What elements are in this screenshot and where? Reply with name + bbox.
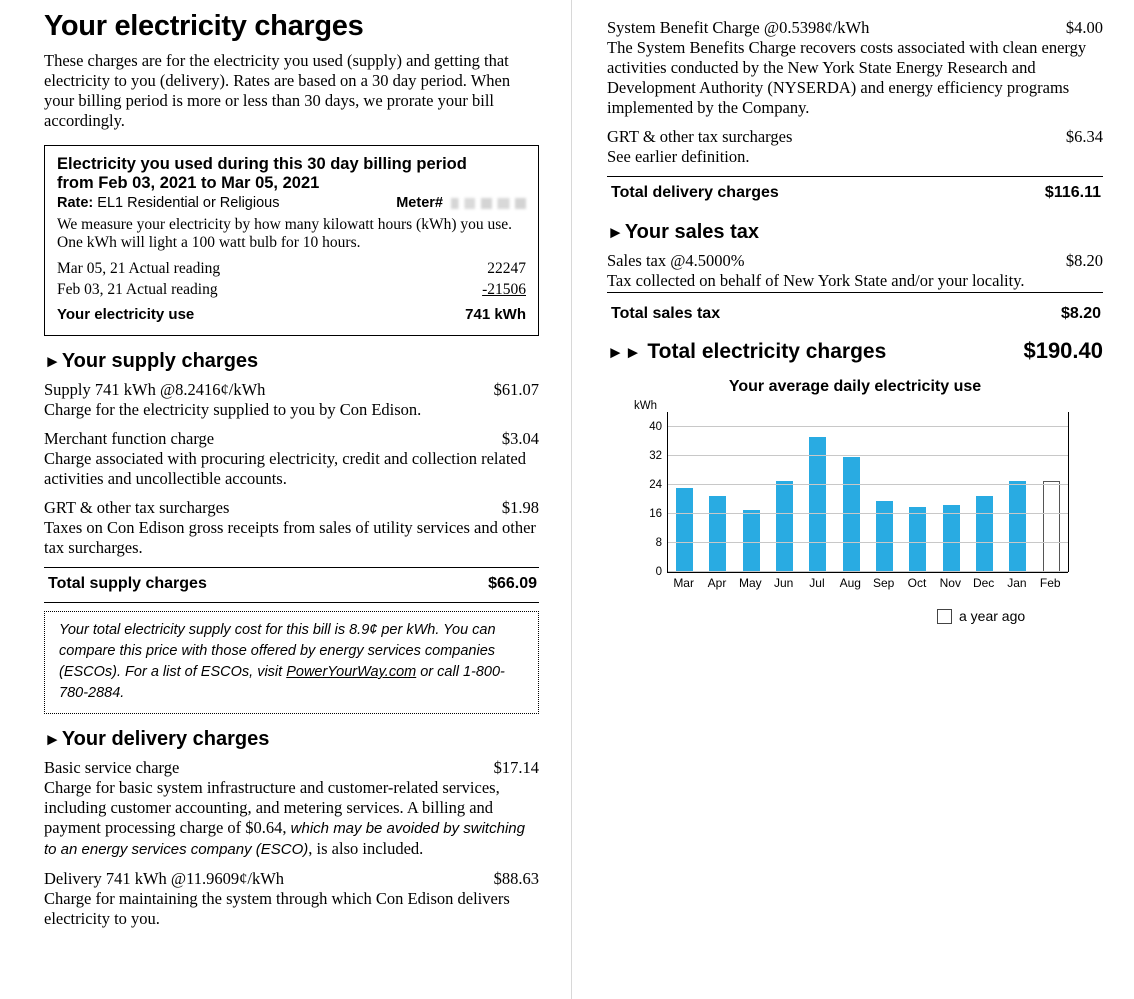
total-delivery-charges xyxy=(607,181,1103,207)
measure-explanation: We measure your electricity by how many kilowatt hours (kWh) you use. One kWh will light a 100 watt bulb for 10 hours. xyxy=(57,216,513,251)
reading-value: -21506 xyxy=(482,281,526,298)
charge-amount: $4.00 xyxy=(1065,18,1103,37)
legend-label: a year ago xyxy=(959,608,1026,624)
chart-y-tick: 40 xyxy=(649,420,662,433)
chart-x-tick: Feb xyxy=(1039,576,1061,590)
chart-bar-slot xyxy=(835,412,868,572)
charge-amount: $1.98 xyxy=(501,498,539,517)
charge-amount: $8.20 xyxy=(1065,251,1103,270)
chart-bar-slot xyxy=(968,412,1001,572)
sales-tax-heading xyxy=(607,221,1103,244)
charge-line xyxy=(607,18,1103,38)
chart-bar-slot xyxy=(935,412,968,572)
double-triangle-right-icon: ► ► xyxy=(607,343,640,362)
charge-amount: $17.14 xyxy=(493,758,539,777)
daily-usage-chart xyxy=(607,378,1103,624)
chart-y-tick: 32 xyxy=(649,449,662,462)
chart-right-axis xyxy=(1068,412,1069,572)
chart-y-tick: 16 xyxy=(649,507,662,520)
total-electricity-amount: $190.40 xyxy=(1023,338,1103,363)
rate-value: EL1 Residential or Religious xyxy=(97,195,280,211)
chart-legend xyxy=(937,608,1103,624)
charge-amount: $61.07 xyxy=(493,380,539,399)
charge-line xyxy=(44,869,539,889)
electricity-use-label: Your electricity use xyxy=(57,306,195,323)
charge-line xyxy=(44,758,539,778)
chart-gridline xyxy=(649,449,1068,462)
meter-info xyxy=(396,195,526,211)
total-sales-tax xyxy=(607,302,1103,328)
chart-x-tick: Apr xyxy=(707,576,727,590)
triangle-right-icon: ► xyxy=(44,729,61,749)
chart-bar xyxy=(676,488,693,572)
charge-line xyxy=(44,498,539,518)
chart-x-tick: Oct xyxy=(907,576,927,590)
charge-line xyxy=(607,251,1103,271)
intro-paragraph: These charges are for the electricity you used (supply) and getting that electricity to you (delivery). Rates are based on a 30 day period. When your billing period is more or less than 30 days, we prorate your bill accordingly. xyxy=(44,51,511,130)
chart-bar xyxy=(776,481,793,572)
chart-bar-slot xyxy=(801,412,834,572)
poweryourway-link[interactable]: PowerYourWay.com xyxy=(286,664,417,680)
charge-description: See earlier definition. xyxy=(607,147,750,166)
charge-description: Taxes on Con Edison gross receipts from sales of utility services and other tax surcharges. xyxy=(44,518,536,557)
charge-item xyxy=(607,18,1103,118)
electricity-use-value: 741 kWh xyxy=(465,306,526,323)
charge-label: GRT & other tax surcharges xyxy=(607,127,793,146)
chart-gridline xyxy=(655,536,1068,549)
meter-reading-row xyxy=(57,279,526,300)
chart-x-tick: Aug xyxy=(839,576,861,590)
supply-charges-heading-label: Your supply charges xyxy=(61,350,259,372)
charge-description: Charge for maintaining the system through which Con Edison delivers electricity to you. xyxy=(44,889,510,928)
total-delivery-label: Total delivery charges xyxy=(611,184,779,201)
charge-item xyxy=(44,869,539,929)
chart-x-tick-labels xyxy=(667,573,1067,590)
meter-number-redacted xyxy=(451,198,526,209)
chart-bar xyxy=(809,437,826,572)
chart-x-tick: Nov xyxy=(939,576,961,590)
esco-note-box xyxy=(44,611,539,714)
chart-bar-slot xyxy=(901,412,934,572)
charge-item xyxy=(607,127,1103,167)
charge-description: Charge for the electricity supplied to you by Con Edison. xyxy=(44,400,422,419)
chart-plot-area xyxy=(649,412,1068,578)
divider xyxy=(44,602,539,603)
chart-title: Your average daily electricity use xyxy=(728,378,982,395)
column-divider xyxy=(571,0,572,999)
charge-label: Basic service charge xyxy=(44,758,180,777)
usage-box-title-line2: from Feb 03, 2021 to Mar 05, 2021 xyxy=(57,174,320,192)
chart-bar-slot xyxy=(668,412,701,572)
charge-label: System Benefit Charge @0.5398¢/kWh xyxy=(607,18,870,37)
charge-description-italic: which may be avoided by switching to an energy services company (ESCO) xyxy=(44,820,525,858)
charge-label: Sales tax @4.5000% xyxy=(607,251,745,270)
total-sales-tax-label: Total sales tax xyxy=(611,305,721,322)
usage-box-title-line1: Electricity you used during this 30 day billing period xyxy=(57,155,467,173)
reading-label: Feb 03, 21 Actual reading xyxy=(57,281,218,298)
triangle-right-icon: ► xyxy=(44,351,61,371)
right-column xyxy=(607,18,1103,624)
esco-note-text-before: Your total electricity supply cost for this bill is 8.9¢ per kWh. You can compare this price with those offered by energy services companies (ESCOs). For a list of ESCOs, visit xyxy=(59,622,496,680)
chart-bar xyxy=(709,496,726,572)
charge-description xyxy=(44,778,539,860)
esco-note-text-after: or call 1-800-780-2884. xyxy=(59,664,505,701)
chart-bar-slot xyxy=(768,412,801,572)
chart-bar-slot xyxy=(868,412,901,572)
meter-reading-row xyxy=(57,258,526,279)
chart-bar xyxy=(909,507,926,572)
sales-tax-note: Tax collected on behalf of New York State and/or your locality. xyxy=(607,271,1103,293)
divider xyxy=(44,567,539,568)
delivery-charges-heading xyxy=(44,728,539,751)
electricity-use-total xyxy=(57,304,526,325)
chart-bars xyxy=(668,412,1068,572)
chart-y-axis-label: kWh xyxy=(634,400,657,412)
chart-x-tick: Jun xyxy=(773,576,794,590)
total-electricity-charges xyxy=(607,338,1103,364)
charge-item xyxy=(44,498,539,558)
rate-row xyxy=(57,195,526,211)
chart-bar-slot xyxy=(735,412,768,572)
charge-item xyxy=(44,429,539,489)
divider xyxy=(607,176,1103,177)
chart-x-tick: Dec xyxy=(972,576,995,590)
charge-amount: $3.04 xyxy=(501,429,539,448)
total-supply-charges xyxy=(44,572,539,598)
sales-tax-heading-label: Your sales tax xyxy=(624,221,759,243)
charge-label: GRT & other tax surcharges xyxy=(44,498,230,517)
charge-label: Supply 741 kWh @8.2416¢/kWh xyxy=(44,380,266,399)
supply-charges-heading xyxy=(44,350,539,373)
page-title: Your electricity charges xyxy=(44,10,364,42)
chart-y-tick: 8 xyxy=(655,536,662,549)
reading-value: 22247 xyxy=(487,260,526,277)
chart-bar xyxy=(943,505,960,572)
rate-info xyxy=(57,195,279,211)
chart-bar-slot xyxy=(1035,412,1068,572)
meter-label: Meter# xyxy=(396,195,443,211)
total-supply-label: Total supply charges xyxy=(48,575,207,592)
charge-line xyxy=(607,127,1103,147)
reading-label: Mar 05, 21 Actual reading xyxy=(57,260,221,277)
chart-bar xyxy=(843,457,860,572)
chart-x-tick: May xyxy=(738,576,762,590)
chart-y-tick: 0 xyxy=(655,566,662,578)
chart-x-tick: Sep xyxy=(872,576,895,590)
chart-y-tick: 24 xyxy=(649,478,662,491)
electricity-usage-box xyxy=(44,145,539,336)
chart-bar xyxy=(876,501,893,572)
chart-x-tick: Jan xyxy=(1007,576,1027,590)
chart-bar-slot xyxy=(1001,412,1034,572)
chart-gridline xyxy=(649,478,1068,491)
chart-gridline xyxy=(649,420,1068,433)
charge-line xyxy=(44,429,539,449)
usage-box-title xyxy=(57,155,526,193)
chart-bar xyxy=(976,496,993,572)
charge-description: The System Benefits Charge recovers costs associated with clean energy activities conducted by the New York State Energy Research and Development Authority (NYSERDA) and energy efficiency programs implemented by the Company. xyxy=(607,38,1087,117)
delivery-charges-heading-label: Your delivery charges xyxy=(61,728,270,750)
total-electricity-label: Total electricity charges xyxy=(647,340,887,363)
chart-bar xyxy=(1043,481,1060,572)
total-electricity-label-group xyxy=(607,340,886,364)
chart-gridline xyxy=(649,507,1068,520)
charge-description: Charge associated with procuring electricity, credit and collection related activities and uncollectible accounts. xyxy=(44,449,526,488)
chart-bar xyxy=(1009,481,1026,572)
legend-swatch-icon xyxy=(937,609,952,624)
charge-line xyxy=(44,380,539,400)
chart-bar-slot xyxy=(701,412,734,572)
charge-amount: $6.34 xyxy=(1065,127,1103,146)
charge-amount: $88.63 xyxy=(493,869,539,888)
charge-label: Merchant function charge xyxy=(44,429,215,448)
charge-description-part1: Charge for basic system infrastructure and customer-related services, including customer accounting, and metering services. A billing and payment processing charge of $0.64, xyxy=(44,778,500,837)
chart-x-tick: Jul xyxy=(809,576,825,590)
charge-item xyxy=(607,251,1103,293)
chart-gridline xyxy=(655,566,1068,578)
triangle-right-icon: ► xyxy=(607,222,624,242)
total-supply-amount: $66.09 xyxy=(488,575,537,592)
chart-x-tick: Mar xyxy=(673,576,694,590)
left-column xyxy=(44,10,539,938)
rate-label: Rate: xyxy=(57,195,94,211)
charge-label: Delivery 741 kWh @11.9609¢/kWh xyxy=(44,869,285,888)
charge-item xyxy=(44,380,539,420)
total-sales-tax-amount: $8.20 xyxy=(1060,305,1101,322)
charge-description-part2: , is also included. xyxy=(308,839,424,858)
total-delivery-amount: $116.11 xyxy=(1044,184,1101,201)
charge-item xyxy=(44,758,539,860)
